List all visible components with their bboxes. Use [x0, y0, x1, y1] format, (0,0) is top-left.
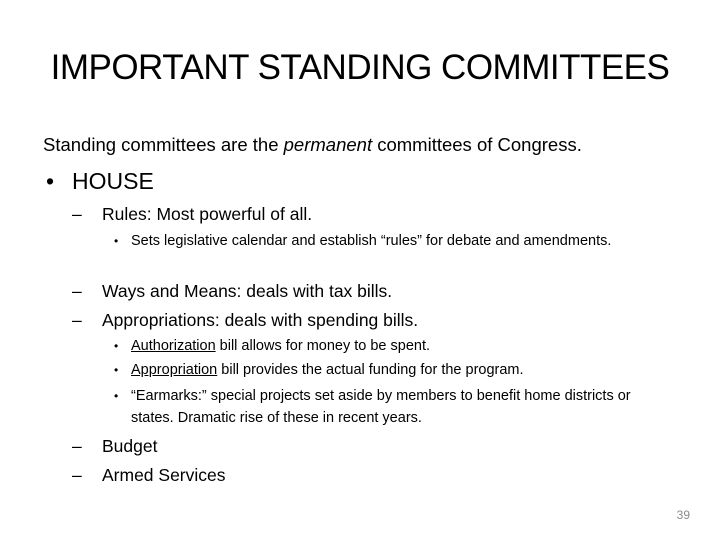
slide-title: IMPORTANT STANDING COMMITTEES: [50, 48, 670, 87]
bullet-icon: •: [114, 234, 119, 248]
item-earmarks-text: “Earmarks:” special projects set aside by members to benefit home districts or states. Dramatic rise of these in recent years.: [131, 388, 631, 426]
dash-icon: –: [72, 281, 82, 301]
intro-after: committees of Congress.: [372, 134, 582, 155]
item-earmarks: [114, 385, 674, 429]
item-appropriations-text: Appropriations: deals with spending bills.: [102, 310, 419, 330]
bullet-icon: •: [114, 339, 119, 353]
appropriation-rest: bill provides the actual funding for the program.: [217, 362, 524, 378]
item-ways-means-text: Ways and Means: deals with tax bills.: [102, 281, 393, 301]
item-authorization: [114, 335, 674, 357]
authorization-rest: bill allows for money to be spent.: [215, 338, 431, 354]
section-house: [46, 166, 154, 196]
item-appropriation-bill: [114, 359, 674, 381]
item-budget: [72, 434, 157, 458]
page-number: 39: [676, 508, 690, 522]
appropriation-term: Appropriation: [131, 362, 218, 378]
bullet-icon: •: [46, 168, 55, 194]
item-rules-detail-text: Sets legislative calendar and establish “rules” for debate and amendments.: [131, 233, 612, 249]
intro-text: [43, 132, 582, 158]
item-rules-detail: [114, 230, 674, 252]
dash-icon: –: [72, 310, 82, 330]
item-armed-services-text: Armed Services: [102, 465, 226, 485]
bullet-icon: •: [114, 389, 119, 403]
item-budget-text: Budget: [102, 436, 158, 456]
intro-emphasis: permanent: [283, 134, 373, 155]
bullet-icon: •: [114, 363, 119, 377]
section-label: HOUSE: [72, 168, 154, 194]
dash-icon: –: [72, 436, 82, 456]
item-rules: [72, 202, 312, 226]
item-rules-text: Rules: Most powerful of all.: [102, 204, 313, 224]
dash-icon: –: [72, 204, 82, 224]
authorization-term: Authorization: [131, 338, 216, 354]
item-armed-services: [72, 463, 226, 487]
intro-before: Standing committees are the: [43, 134, 284, 155]
dash-icon: –: [72, 465, 82, 485]
item-appropriations: [72, 308, 418, 332]
item-ways-means: [72, 279, 392, 303]
